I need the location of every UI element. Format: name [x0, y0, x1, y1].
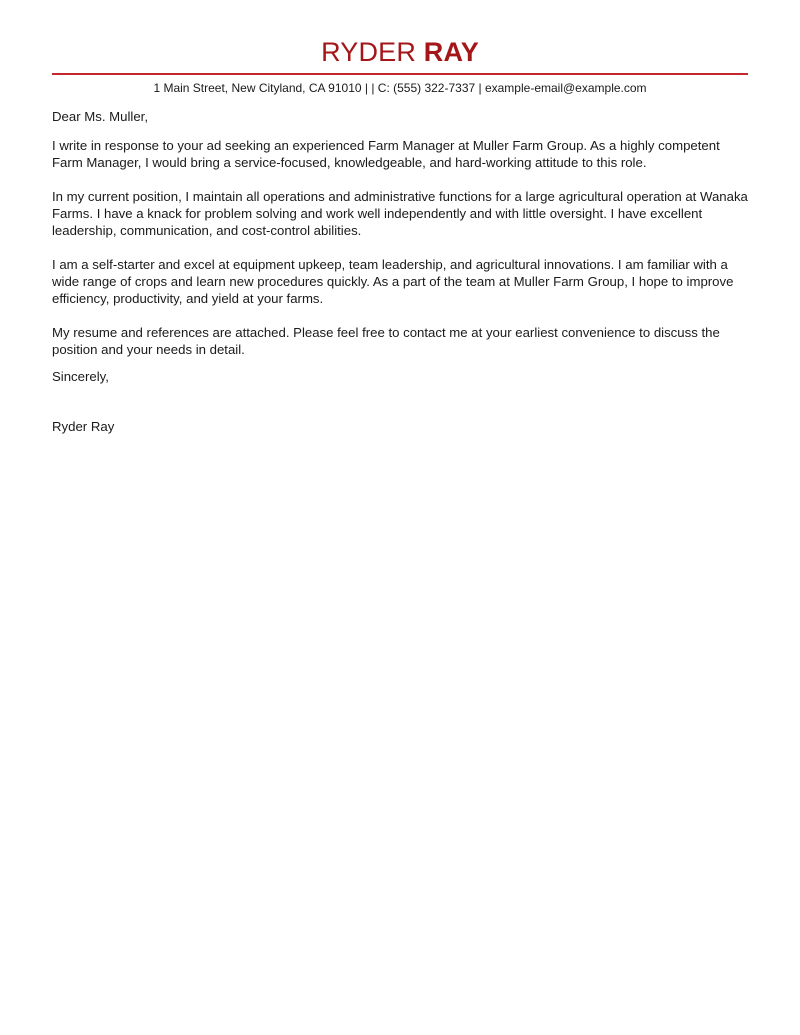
closing: Sincerely,: [52, 369, 109, 384]
paragraph-2: In my current position, I maintain all operations and administrative functions for a large agricultural operation at Wanaka Farms. I have a knack for problem solving and work well independently and with little oversight. I have excellent leadership, communication, and cost-control abilities.: [52, 189, 748, 238]
applicant-name: [0, 36, 800, 68]
contact-info: 1 Main Street, New Cityland, CA 91010 | | C: (555) 322-7337 | example-email@example.com: [153, 81, 647, 95]
paragraph-3: I am a self-starter and excel at equipment upkeep, team leadership, and agricultural innovations. I am familiar with a wide range of crops and learn new procedures quickly. As a part of the team at Muller Farm Group, I hope to improve efficiency, productivity, and yield at your farms.: [52, 257, 734, 306]
salutation: Dear Ms. Muller,: [52, 109, 148, 124]
paragraph-4: My resume and references are attached. Please feel free to contact me at your earliest convenience to discuss the position and your needs in detail.: [52, 325, 720, 357]
paragraph-1: I write in response to your ad seeking an experienced Farm Manager at Muller Farm Group. As a highly competent Farm Manager, I would bring a service-focused, knowledgeable, and hard-working attitude to this role.: [52, 138, 720, 170]
last-name: RAY: [423, 37, 479, 67]
first-name: RYDER: [321, 37, 417, 67]
header-divider: [52, 73, 748, 75]
signature: Ryder Ray: [52, 419, 115, 434]
